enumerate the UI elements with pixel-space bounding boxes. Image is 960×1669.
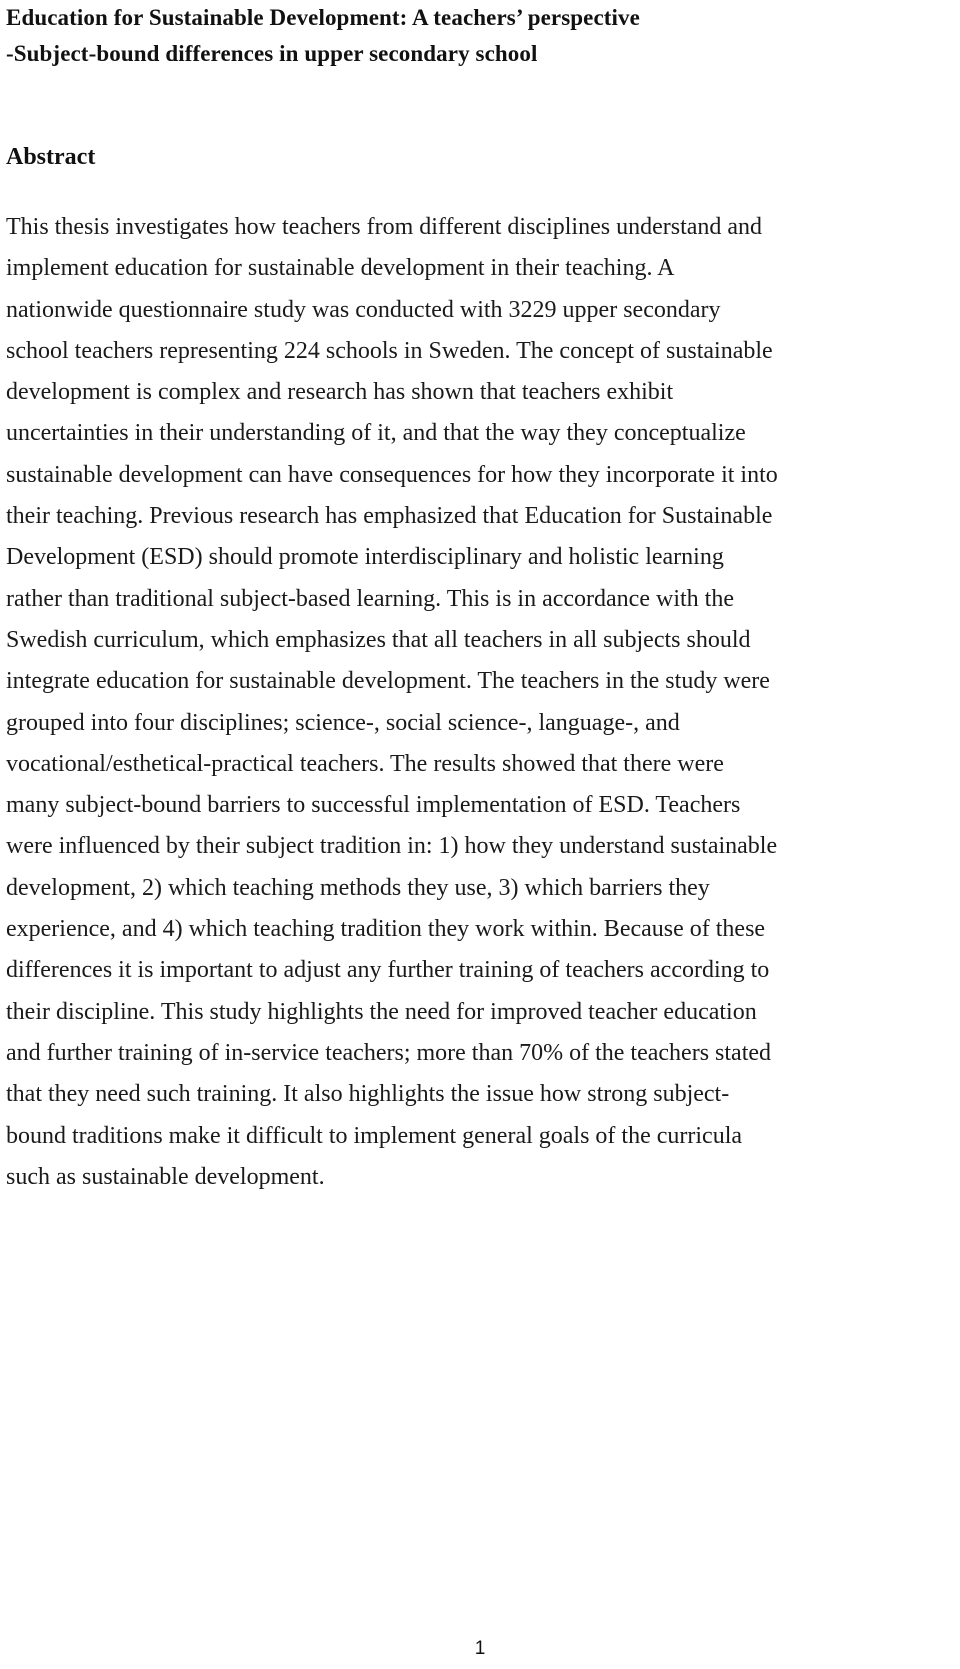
abstract-line: uncertainties in their understanding of it, and that the way they conceptualize xyxy=(6,420,746,447)
abstract-line: implement education for sustainable development in their teaching. A xyxy=(6,255,675,282)
abstract-line: Development (ESD) should promote interdisciplinary and holistic learning xyxy=(6,544,724,571)
abstract-line: school teachers representing 224 schools in Sweden. The concept of sustainable xyxy=(6,337,773,364)
abstract-heading: Abstract xyxy=(6,144,96,170)
abstract-line: were influenced by their subject tradition in: 1) how they understand sustainable xyxy=(6,833,778,860)
abstract-line: sustainable development can have consequences for how they incorporate it into xyxy=(6,461,778,488)
subtitle-line: -Subject-bound differences in upper secondary school xyxy=(6,41,538,66)
abstract-line: that they need such training. It also highlights the issue how strong subject- xyxy=(6,1081,730,1108)
abstract-line: rather than traditional subject-based learning. This is in accordance with the xyxy=(6,585,734,612)
abstract-line: bound traditions make it difficult to implement general goals of the curricula xyxy=(6,1122,743,1149)
abstract-line: Swedish curriculum, which emphasizes that all teachers in all subjects should xyxy=(6,626,751,653)
abstract-line: their discipline. This study highlights the need for improved teacher education xyxy=(6,998,757,1025)
document-title xyxy=(6,0,946,72)
abstract-line: experience, and 4) which teaching tradition they work within. Because of these xyxy=(6,916,766,943)
abstract-line: nationwide questionnaire study was conducted with 3229 upper secondary xyxy=(6,296,721,323)
abstract-line: and further training of in-service teachers; more than 70% of the teachers stated xyxy=(6,1039,772,1066)
abstract-line: differences it is important to adjust any further training of teachers according to xyxy=(6,957,770,984)
title-line: Education for Sustainable Development: A teachers’ perspective xyxy=(6,5,640,30)
abstract-line: vocational/esthetical-practical teachers. The results showed that there were xyxy=(6,750,724,777)
abstract-line: development, 2) which teaching methods they use, 3) which barriers they xyxy=(6,874,710,901)
abstract-line: integrate education for sustainable development. The teachers in the study were xyxy=(6,668,770,695)
abstract-line: such as sustainable development. xyxy=(6,1163,325,1190)
page-number: 1 xyxy=(474,1638,486,1659)
abstract-line: This thesis investigates how teachers from different disciplines understand and xyxy=(6,214,763,240)
abstract-line: many subject-bound barriers to successful implementation of ESD. Teachers xyxy=(6,792,741,819)
abstract-body xyxy=(6,207,951,1198)
abstract-line: development is complex and research has shown that teachers exhibit xyxy=(6,379,674,406)
abstract-line: grouped into four disciplines; science-, social science-, language-, and xyxy=(6,709,680,736)
abstract-line: their teaching. Previous research has emphasized that Education for Sustainable xyxy=(6,503,773,530)
